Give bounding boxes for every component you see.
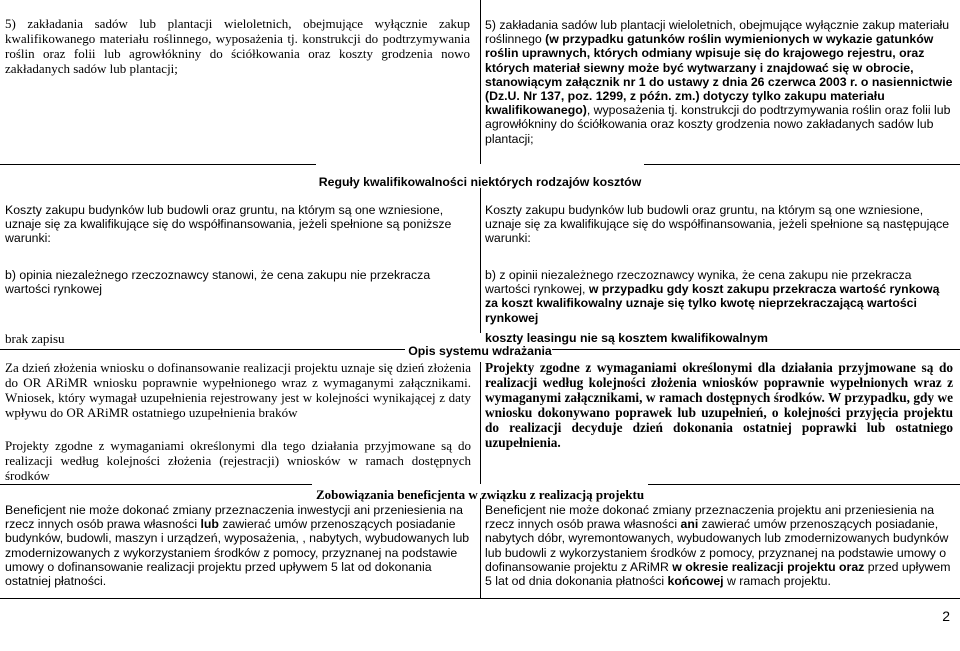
obligations-right-text-4: w ramach projektu. xyxy=(723,574,831,589)
system-right-text: Projekty zgodne z wymaganiami określonymi dla działania przyjmowane są do realizacji według kolejności złożenia wniosków poprawnie wypełnionych wraz z wymaganymi załącznikami, w ramach dostępnych środków. W przypadku, gdy we wniosku dokonywano poprawek lub uzupełnień, o kolejności przyjęcia projektu do realizacji decyduje dzień dokonania ostatniej poprawki lub ostatniego uzupełnienia. xyxy=(485,360,953,450)
rules-right-b-bold: w przypadku gdy koszt zakupu przekracza wartość rynkową za koszt kwalifikowalny uznaje się tylko kwotę nieprzekraczającą wartości rynkowej xyxy=(485,282,940,325)
section-title-obligations: Zobowiązania beneficjenta w związku z realizacją projektu xyxy=(315,487,645,502)
obligations-right xyxy=(485,503,953,588)
system-left-p2: Projekty zgodne z wymaganiami określonymi dla tego działania przyjmowane są do realizacji według kolejności złożenia (rejestracji) wniosków w ramach dostępnych środków xyxy=(5,438,471,483)
obligations-right-text-1: Beneficjent nie może dokonać zmiany przeznaczenia projektu ani przeniesienia na rzecz innych osób prawa własności xyxy=(485,503,935,532)
obligations-left xyxy=(5,503,473,588)
section-title-system: Opis systemu wdrażania xyxy=(408,344,552,358)
column-divider-obligations xyxy=(480,498,481,598)
top-right-text-1: 5) zakładania sadów lub plantacji wieloletnich, obejmujące wyłącznie zakup materiału roślinnego xyxy=(485,18,950,47)
system-divider-right xyxy=(552,349,960,350)
obligations-right-bold-1: ani xyxy=(680,517,699,532)
rules-left-intro: Koszty zakupu budynków lub budowli oraz gruntu, na którym są one wzniesione, uznaje się za kwalifikujące się do współfinansowania, jeżeli spełnione są poniższe warunki: xyxy=(5,203,452,246)
obligations-left-text-1: Beneficjent nie może dokonać zmiany przeznaczenia inwestycji ani przeniesienia na rzecz innych osób prawa własności xyxy=(5,503,463,532)
obligations-right-text-3: przed upływem 5 lat od dnia dokonania płatności xyxy=(485,559,951,589)
top-right-text-2: , wyposażenia tj. konstrukcji do podtrzymywania roślin oraz folii lub agrowłókniny do ściółkowania oraz koszty grodzenia nowo zakładanych sadów lub plantacji; xyxy=(485,103,951,146)
column-divider-rules xyxy=(480,188,481,333)
column-divider-system xyxy=(480,362,481,484)
obligations-divider-right xyxy=(648,484,960,485)
rules-right-b-text: b) z opinii niezależnego rzeczoznawcy wynika, że cena zakupu nie przekracza wartości rynkowej, xyxy=(485,268,912,297)
rules-divider-left xyxy=(0,164,316,165)
top-right-bold: (w przypadku gatunków roślin wymienionych w wykazie gatunków roślin uprawnych, których odmiany wpisuje się do krajowego rejestru, oraz których materiał siewny może być wytwarzany i znajdować się w obrocie, stanowiącym załącznik nr 1 do ustawy z dnia 26 czerwca 2003 r. o nasiennictwie (Dz.U. Nr 137, poz. 1299, z późn. zm.) dotyczy tylko zakupu materiału kwalifikowanego) xyxy=(485,32,953,118)
system-divider-left xyxy=(0,349,405,350)
rules-right-leasing: koszty leasingu nie są kosztem kwalifikowalnym xyxy=(485,331,768,345)
top-left-cell: 5) zakładania sadów lub plantacji wieloletnich, obejmujące wyłącznie zakup kwalifikowanego materiału roślinnego, wyposażenia tj. konstrukcji do podtrzymywania roślin oraz folii lub agrowłókniny do ściółkowania oraz koszty grodzenia nowo zakładanych sadów lub plantacji; xyxy=(5,16,470,76)
obligations-left-text-2: zawierać umów przenoszących posiadanie budynków, budowli, maszyn i urządzeń, wyposażenia, , nabytych, wybudowanych lub zmodernizowanych z wykorzystaniem środków z pomocy, przyznanej na podstawie umowy o dofinansowanie realizacji projektu przed upływem 5 lat od dokonania ostatniej płatności. xyxy=(5,517,470,589)
rules-left-leasing: brak zapisu xyxy=(5,331,65,346)
page-number: 2 xyxy=(942,608,950,624)
top-right-cell xyxy=(485,18,953,146)
rules-left-condition-b: b) opinia niezależnego rzeczoznawcy stanowi, że cena zakupu nie przekracza wartości rynkowej xyxy=(5,268,431,297)
obligations-right-bold-2: w okresie realizacji projektu oraz xyxy=(672,559,865,574)
obligations-right-text-2: zawierać umów przenoszących posiadanie, nabytych dóbr, wyremontowanych, wybudowanych lub zmodernizowanych budynków lub budowli z wykorzystaniem środków z pomocy, przyznanej na podstawie umowy o dofinansowanie projektu z ARiMR xyxy=(485,517,949,574)
obligations-divider-left xyxy=(0,484,312,485)
column-divider-top xyxy=(480,0,481,164)
table-bottom-border xyxy=(0,598,960,599)
rules-right-intro: Koszty zakupu budynków lub budowli oraz gruntu, na którym są one wzniesione, uznaje się za kwalifikujące się do współfinansowania, jeżeli spełnione są następujące warunki: xyxy=(485,203,950,246)
system-left-p1: Za dzień złożenia wniosku o dofinansowanie realizacji projektu uznaje się dzień złożenia do OR ARiMR wniosku poprawnie wypełnionego wraz z wymaganymi załącznikami. Wniosek, który wymagał uzupełnienia rejestrowany jest w kolejności wynikającej z daty wpływu do OR ARiMR ostatniego uzupełnienia braków xyxy=(5,360,471,420)
obligations-right-bold-3: końcowej xyxy=(667,574,724,589)
rules-divider-right xyxy=(644,164,960,165)
obligations-left-bold: lub xyxy=(200,517,219,532)
section-title-rules: Reguły kwalifikowalności niektórych rodzajów kosztów xyxy=(318,175,642,189)
rules-right-condition-b xyxy=(485,268,955,325)
